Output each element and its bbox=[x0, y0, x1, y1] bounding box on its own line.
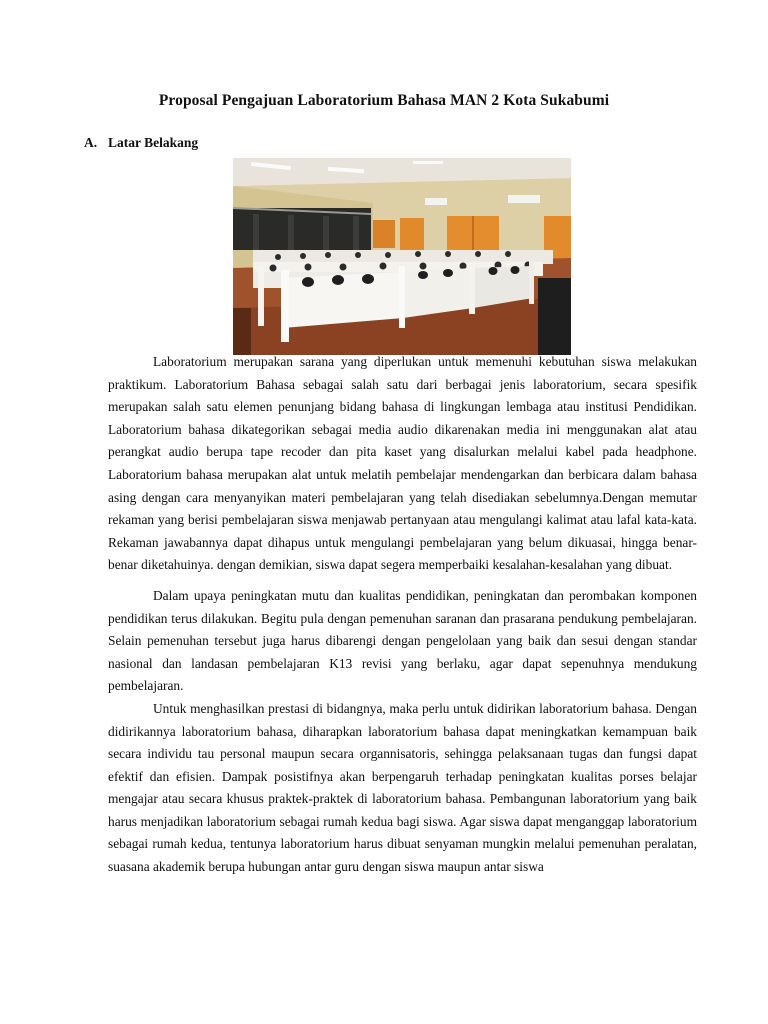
language-lab-photo bbox=[233, 158, 571, 355]
section-heading bbox=[84, 135, 198, 151]
paragraph-2: Dalam upaya peningkatan mutu dan kualitas pendidikan, peningkatan dan perombakan komponen pendidikan terus dilakukan. Begitu pula dengan pemenuhan saranan dan prasarana pendukung pembelajaran. Selain pemenuhan tersebut juga harus dibarengi dengan pengelolaan yang baik dan sesui dengan standar nasional dan landasan pembelajaran K13 revisi yang berlaku, agar dapat sepenuhnya mendukung pembelajaran. bbox=[108, 587, 697, 694]
section-number: A. bbox=[84, 135, 98, 150]
body-text bbox=[108, 351, 697, 879]
paragraph-1: Laboratorium merupakan sarana yang diperlukan untuk memenuhi kebutuhan siswa melakukan praktikum. Laboratorium Bahasa sebagai salah satu dari berbagai jenis laboratorium, secara spesifik merupakan salah satu elemen penunjang bidang bahasa di lingkungan lembaga atau institusi Pendidikan. Laboratorium bahasa dikategorikan sebagai media audio dikarenakan media ini menggunakan alat atau perangkat audio berupa tape recoder dan pita kaset yang disalurkan melalui kabel pada headphone. Laboratorium bahasa merupakan alat untuk melatih pembelajar mendengarkan dan berbicara dalam bahasa asing dengan cara menyanyikan materi pembelajaran yang telah disediakan sebelumnya.Dengan memutar rekaman yang berisi pembelajaran siswa menjawab pertanyaan atau mengulangi kalimat atau lafal kata-kata. Rekaman jawabannya dapat dihapus untuk mengulangi pembelajaran yang belum dikuasai, hingga benar-benar diketahuinya. dengan demikian, siswa dapat segera memperbaiki kesalahan-kesalahan yang dibuat. bbox=[108, 354, 697, 573]
section-title: Latar Belakang bbox=[108, 135, 199, 150]
document-title: Proposal Pengajuan Laboratorium Bahasa MAN 2 Kota Sukabumi bbox=[158, 92, 610, 109]
paragraph-3: Untuk menghasilkan prestasi di bidangnya, maka perlu untuk didirikan laboratorium bahasa. Dengan didirikannya laboratorium bahasa, diharapkan laboratorium bahasa dapat meningkatkan kemampuan baik secara individu tau personal maupun secara organnisatoris, sehingga pelaksanaan tugas dan fungsi dapat efektif dan efisien. Dampak posistifnya akan berpengaruh terhadap peningkatan kualitas porses belajar mengajar atau secara khusus praktek-praktek di laboratorium bahasa. Pembangunan laboratorium yang baik harus menjadikan laboratorium sebagai rumah kedua bagi siswa. Agar siswa dapat menganggap laboratorium sebagai rumah kedua, tentunya laboratorium harus dibuat senyaman mungkin melalui pemenuhan peralatan, suasana akademik berupa hubungan antar guru dengan siswa maupun antar siswa bbox=[108, 700, 697, 875]
